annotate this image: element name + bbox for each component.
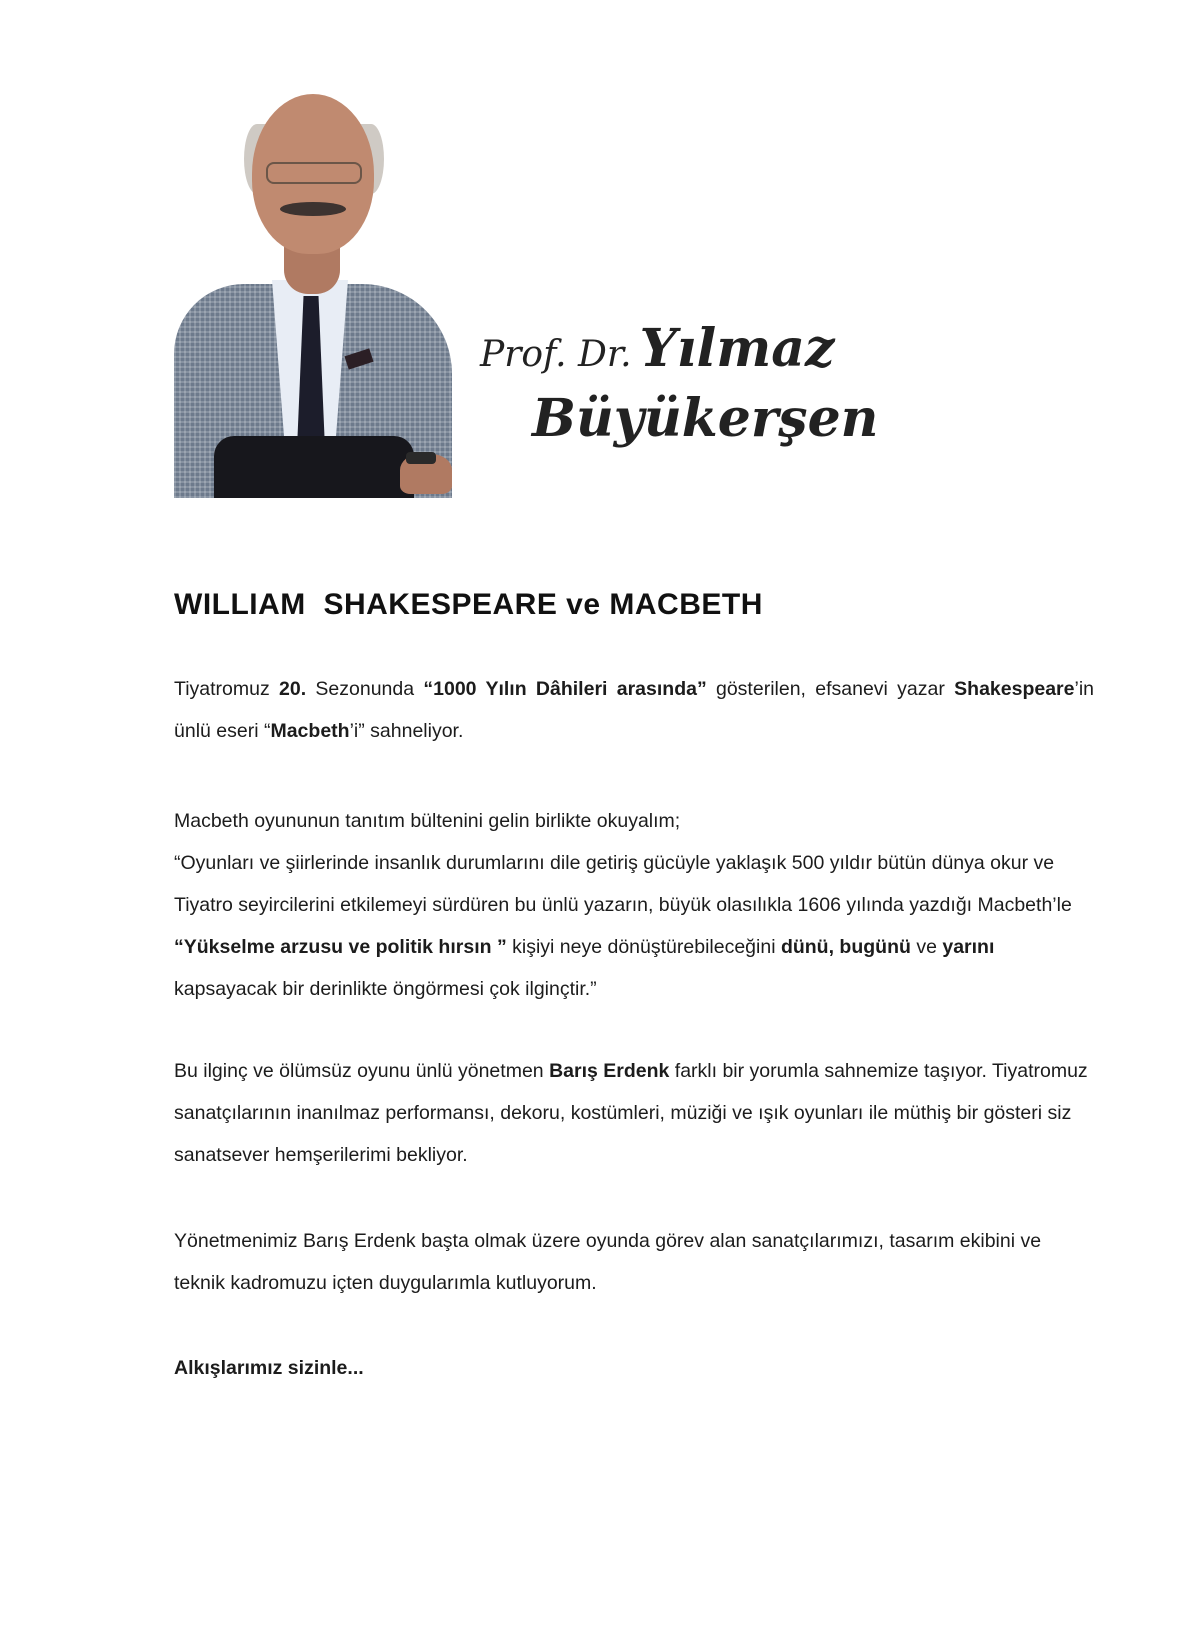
paragraph-congratulations: Yönetmenimiz Barış Erdenk başta olmak üzere oyunda görev alan sanatçılarımızı, tasarım ekibini ve teknik kadromuzu içten duygularımla kutluyorum. [174,1230,1042,1294]
author-name-line-1 [480,318,834,379]
portrait-trousers [214,436,414,498]
portrait-glasses [266,162,362,184]
author-given-name: Yılmaz [639,318,835,379]
p1-bold-quote: “1000 Yılın Dâhileri arasında” [423,678,707,700]
closing-line: Alkışlarımız sizinle... [174,1357,364,1379]
p2-text-3: ve [910,936,943,958]
p2-text-1: “Oyunları ve şiirlerinde insanlık durumlarını dile getiriş gücüyle yaklaşık 500 yıldır bütün dünya okur ve Tiyatro seyircilerini etkilemeyi sürdüren bu ünlü yazarın, büyük olasılıkla 1606 yılında yazdığı Macbeth’le [174,852,1072,916]
p1-bold-play: Macbeth [270,720,350,742]
article-heading: WILLIAM SHAKESPEARE ve MACBETH [174,588,763,621]
author-surname: Büyükerşen [532,388,879,449]
p3-bold-director: Barış Erdenk [549,1060,670,1082]
p2-bold-1: “Yükselme arzusu ve politik hırsın ” [174,936,507,958]
p1-text-2: Sezonunda [306,678,424,700]
p2-bold-3: yarını [942,936,995,958]
p1-bold-season: 20. [279,678,307,700]
p2-text-2: kişiyi neye dönüştürebileceğini [506,936,781,958]
portrait-watch [406,452,436,464]
portrait-mustache [280,202,346,216]
p2-bold-2: dünü, bugünü [780,936,911,958]
paragraph-director [174,1050,1094,1176]
p3-text-1: Bu ilginç ve ölümsüz oyunu ünlü yönetmen [174,1060,550,1082]
p3-text-2: farklı bir yorumla sahnemize taşıyor. Tiyatromuz sanatçılarının inanılmaz performansı, dekoru, kostümleri, müziği ve ışık oyunları ile müthiş bir gösteri siz sanatsever hemşerilerimi bekliyor. [174,1060,1088,1166]
paragraph-bulletin [174,800,1094,1010]
paragraph-intro [174,668,1094,752]
p1-bold-author: Shakespeare [954,678,1075,700]
p1-text-4: ’in ünlü eseri “ [174,678,1095,742]
p1-text-3: gösterilen, efsanevi yazar [706,678,955,700]
p1-text-1: Tiyatromuz [174,678,280,700]
author-title: Prof. Dr. [480,334,632,375]
author-portrait-photo [174,84,452,498]
p2-intro: Macbeth oyununun tanıtım bültenini gelin birlikte okuyalım; [174,810,681,832]
p2-text-4: kapsayacak bir derinlikte öngörmesi çok ilginçtir.” [174,978,597,1000]
p1-text-5: ’i” sahneliyor. [349,720,464,742]
